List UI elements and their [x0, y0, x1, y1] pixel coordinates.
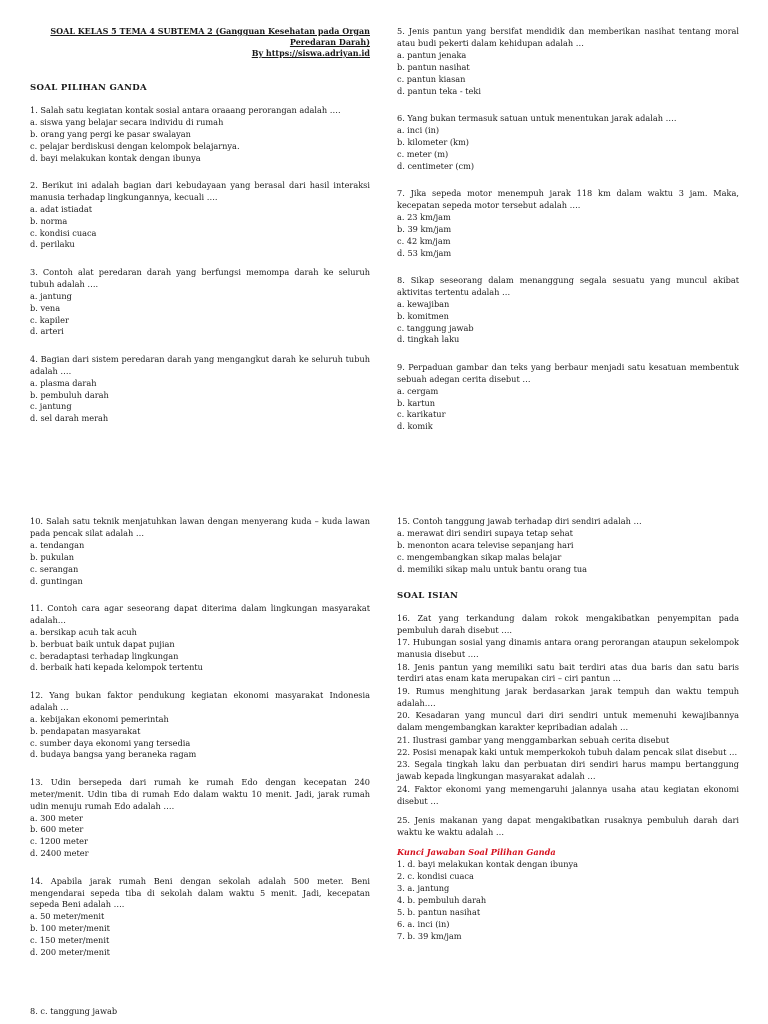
option-c: c. 1200 meter	[30, 836, 88, 847]
document-header	[30, 26, 370, 59]
page1-left-column	[30, 26, 370, 441]
option-b: b. 39 km/jam	[397, 223, 452, 234]
question-9	[397, 362, 739, 433]
question-stem: 11. Contoh cara agar seseorang dapat diterima dalam lingkungan masyarakat adalah…	[30, 602, 370, 625]
option-c: c. 42 km/jam	[397, 235, 451, 246]
document-page-2	[0, 510, 768, 1024]
option-a: a. cergam	[397, 385, 439, 396]
isian-21: 21. Ilustrasi gambar yang menggambarkan sebuah cerita disebut	[397, 734, 670, 745]
document-page-1	[0, 0, 768, 500]
question-1	[30, 105, 370, 165]
option-d: d. arteri	[30, 326, 64, 337]
question-6	[397, 113, 739, 173]
option-b: b. komitmen	[397, 310, 449, 321]
header-title-line1: SOAL KELAS 5 TEMA 4 SUBTEMA 2 (Gangguan Kesehatan pada Organ	[50, 26, 370, 36]
section-title-soal-isian: SOAL ISIAN	[397, 591, 459, 602]
option-c: c. beradaptasi terhadap lingkungan	[30, 650, 179, 661]
question-stem: 8. Sikap seseorang dalam menanggung segala sesuatu yang muncul akibat aktivitas tertentu adalah …	[397, 274, 739, 297]
option-c: c. kapiler	[30, 314, 69, 325]
answer-key-list	[397, 859, 739, 942]
option-b: b. vena	[30, 302, 61, 313]
isian-18: 18. Jenis pantun yang memiliki satu bait terdiri atas dua baris dan satu baris terdiri atas enam kata merupakan ciri – ciri pantun …	[397, 661, 739, 684]
option-a: a. merawat diri sendiri supaya tetap sehat	[397, 527, 573, 538]
option-a: a. 23 km/jam	[397, 211, 451, 222]
header-source-link[interactable]: By https://siswa.adriyan.id	[251, 48, 370, 58]
isian-17: 17. Hubungan sosial yang dinamis antara orang perorangan ataupun sekelompok manusia disebut ….	[397, 637, 739, 660]
option-b: b. kartun	[397, 397, 436, 408]
option-b: b. pukulan	[30, 551, 74, 562]
question-stem: 9. Perpaduan gambar dan teks yang berbaur menjadi satu kesatuan membentuk sebuah adegan cerita disebut …	[397, 361, 739, 384]
isian-19: 19. Rumus menghitung jarak berdasarkan jarak tempuh dan waktu tempuh adalah….	[397, 685, 739, 708]
option-a: a. pantun jenaka	[397, 49, 467, 60]
question-stem: 5. Jenis pantun yang bersifat mendidik dan memberikan nasihat tentang moral atau budi pekerti dalam kehidupan adalah …	[397, 26, 739, 48]
question-stem: 12. Yang bukan faktor pendukung kegiatan ekonomi masyarakat Indonesia adalah …	[30, 689, 370, 712]
option-d: d. 200 meter/menit	[30, 947, 110, 958]
section-title-pilihan-ganda: SOAL PILIHAN GANDA	[30, 83, 147, 93]
question-stem: 4. Bagian dari sistem peredaran darah yang mengangkut darah ke seluruh tubuh adalah ….	[30, 353, 370, 376]
question-11	[30, 603, 370, 674]
question-stem: 3. Contoh alat peredaran darah yang berfungsi memompa darah ke seluruh tubuh adalah ….	[30, 266, 370, 289]
option-d: d. memiliki sikap malu untuk bantu orang tua	[397, 563, 588, 574]
question-2	[30, 180, 370, 251]
option-d: d. sel darah merah	[30, 413, 109, 424]
option-d: d. 2400 meter	[30, 848, 89, 859]
option-d: d. pantun teka - teki	[397, 85, 481, 96]
question-8	[397, 275, 739, 346]
option-b: b. pendapatan masyarakat	[30, 725, 141, 736]
answer-key-item: 3. a. jantung	[397, 882, 450, 893]
option-c: c. meter (m)	[397, 148, 449, 159]
option-a: a. adat istiadat	[30, 203, 93, 214]
answer-key-item: 2. c. kondisi cuaca	[397, 871, 474, 882]
option-c: c. tanggung jawab	[397, 322, 474, 333]
question-13	[30, 777, 370, 860]
answer-key-item: 5. b. pantun nasihat	[397, 906, 481, 917]
option-a: a. kebijakan ekonomi pemerintah	[30, 713, 169, 724]
question-5	[397, 26, 739, 97]
option-d: d. bayi melakukan kontak dengan ibunya	[30, 152, 201, 163]
question-7	[397, 188, 739, 259]
option-a: a. inci (in)	[397, 124, 440, 135]
option-b: b. 100 meter/menit	[30, 923, 110, 934]
answer-key-item: 6. a. inci (in)	[397, 918, 450, 929]
question-4	[30, 354, 370, 425]
option-c: c. pelajar berdiskusi dengan kelompok belajarnya.	[30, 140, 240, 151]
option-b: b. 600 meter	[30, 824, 84, 835]
option-c: c. kondisi cuaca	[30, 227, 97, 238]
question-12	[30, 690, 370, 761]
isian-23: 23. Segala tingkah laku dan perbuatan diri sendiri harus mampu bertanggung jawab kepada lingkungan masyarakat adalah …	[397, 759, 739, 782]
option-a: a. jantung	[30, 290, 72, 301]
answer-key-item: 1. d. bayi melakukan kontak dengan ibunya	[397, 859, 579, 870]
isian-25: 25. Jenis makanan yang dapat mengakibatkan rusaknya pembuluh darah dari waktu ke waktu adalah …	[397, 815, 739, 838]
isian-20: 20. Kesadaran yang muncul dari diri sendiri untuk memenuhi kewajibannya dalam mengembangkan karakter kepribadian adalah …	[397, 710, 739, 733]
page1-right-column	[397, 26, 739, 449]
isian-16: 16. Zat yang terkandung dalam rokok mengakibatkan penyempitan pada pembuluh darah disebut ….	[397, 612, 739, 635]
answer-key-item: 7. b. 39 km/jam	[397, 930, 462, 941]
option-a: a. bersikap acuh tak acuh	[30, 626, 137, 637]
option-d: d. centimeter (cm)	[397, 160, 475, 171]
option-c: c. jantung	[30, 401, 72, 412]
option-a: a. 300 meter	[30, 812, 83, 823]
question-stem: 6. Yang bukan termasuk satuan untuk menentukan jarak adalah ….	[397, 112, 677, 123]
isian-22: 22. Posisi menapak kaki untuk memperkokoh tubuh dalam pencak silat disebut …	[397, 746, 738, 757]
option-a: a. 50 meter/menit	[30, 911, 105, 922]
option-b: b. menonton acara televise sepanjang hari	[397, 539, 574, 550]
option-c: c. sumber daya ekonomi yang tersedia	[30, 737, 191, 748]
option-b: b. pantun nasihat	[397, 61, 470, 72]
page2-right-column	[397, 516, 739, 943]
question-14	[30, 876, 370, 959]
question-stem: 13. Udin bersepeda dari rumah ke rumah Edo dengan kecepatan 240 meter/menit. Udin tiba di rumah Edo dalam waktu 10 menit. Jadi, jarak rumah udin menuju rumah Edo adalah ….	[30, 776, 370, 811]
question-stem: 1. Salah satu kegiatan kontak sosial antara oraaang perorangan adalah ….	[30, 104, 341, 115]
question-stem: 14. Apabila jarak rumah Beni dengan sekolah adalah 500 meter. Beni mengendarai sepeda tiba di sekolah dalam waktu 5 menit. Jadi, kecepatan sepeda Beni adalah ….	[30, 875, 370, 910]
question-15	[397, 516, 739, 576]
option-a: a. siswa yang belajar secara individu di rumah	[30, 116, 224, 127]
option-b: b. kilometer (km)	[397, 136, 469, 147]
question-stem: 15. Contoh tanggung jawab terhadap diri sendiri adalah …	[397, 516, 642, 526]
page2-left-column	[30, 516, 370, 975]
option-c: c. 150 meter/menit	[30, 935, 110, 946]
question-stem: 10. Salah satu teknik menjatuhkan lawan dengan menyerang kuda – kuda lawan pada pencak silat adalah …	[30, 516, 370, 538]
option-d: d. komik	[397, 421, 433, 432]
option-c: c. karikatur	[397, 409, 446, 420]
option-c: c. pantun kiasan	[397, 73, 466, 84]
question-stem: 7. Jika sepeda motor menempuh jarak 118 km dalam waktu 3 jam. Maka, kecepatan sepeda motor tersebut adalah ….	[397, 187, 739, 210]
option-a: a. tendangan	[30, 539, 85, 550]
option-a: a. kewajiban	[397, 298, 450, 309]
option-b: b. norma	[30, 215, 68, 226]
header-title-line2: Peredaran Darah)	[289, 37, 370, 47]
option-a: a. plasma darah	[30, 377, 97, 388]
option-b: b. orang yang pergi ke pasar swalayan	[30, 128, 191, 139]
option-d: d. 53 km/jam	[397, 247, 452, 258]
option-c: c. serangan	[30, 563, 79, 574]
option-c: c. mengembangkan sikap malas belajar	[397, 551, 562, 562]
option-d: d. guntingan	[30, 575, 83, 586]
question-3	[30, 267, 370, 338]
option-b: b. berbuat baik untuk dapat pujian	[30, 638, 175, 649]
isian-24: 24. Faktor ekonomi yang memengaruhi jalannya usaha atau kegiatan ekonomi disebut …	[397, 783, 739, 806]
question-10	[30, 516, 370, 587]
option-d: d. perilaku	[30, 239, 75, 250]
page-bottom-cutoff-line: 8. c. tanggung jawab	[30, 1006, 118, 1016]
question-stem: 2. Berikut ini adalah bagian dari kebudayaan yang berasal dari hasil interaksi manusia terhadap lingkungannya, kecuali ….	[30, 179, 370, 202]
option-d: d. tingkah laku	[397, 334, 460, 345]
option-b: b. pembuluh darah	[30, 389, 109, 400]
option-d: d. budaya bangsa yang beraneka ragam	[30, 749, 197, 760]
answer-key-item: 4. b. pembuluh darah	[397, 894, 487, 905]
option-d: d. berbaik hati kepada kelompok tertentu	[30, 662, 203, 673]
answer-key-title: Kunci Jawaban Soal Pilihan Ganda	[397, 847, 556, 858]
